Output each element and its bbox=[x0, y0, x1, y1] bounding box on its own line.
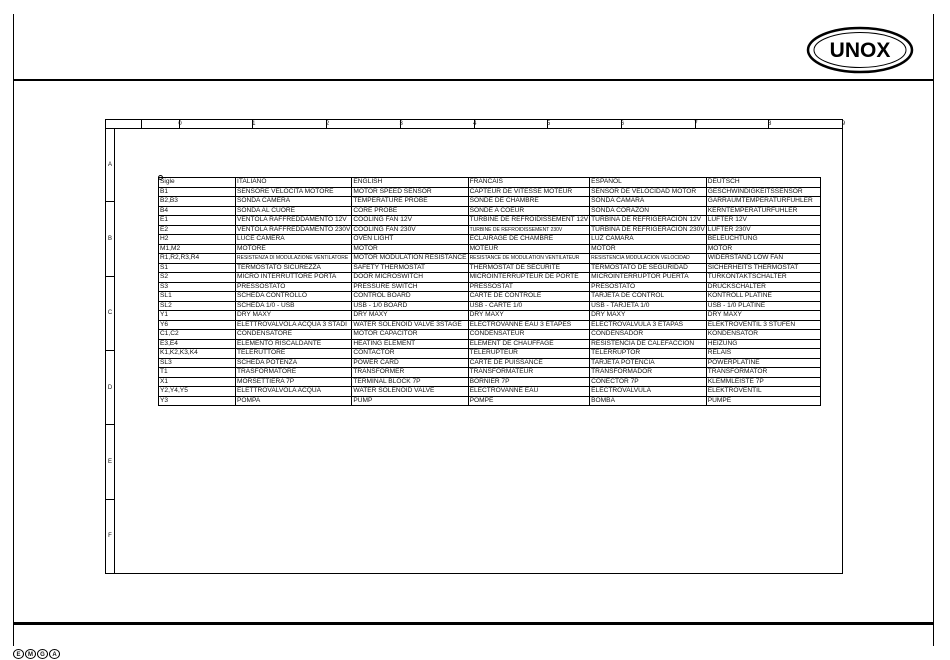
table-cell: S3 bbox=[159, 282, 236, 292]
table-row bbox=[159, 225, 821, 235]
table-cell: VENTOLA RAFFREDDAMENTO 230V bbox=[237, 225, 351, 233]
table-cell: R1,R2,R3,R4 bbox=[159, 254, 236, 264]
row-label: C bbox=[106, 277, 114, 351]
table-cell: SONDA AL CUORE bbox=[236, 206, 352, 216]
table-cell: TURBINA DE REFRIGERACION 230V bbox=[591, 225, 705, 233]
table-cell: TURBINE DE REFROIDISSEMENT 230V bbox=[468, 225, 590, 235]
table-cell: TERMOSTATO SICUREZZA bbox=[236, 263, 352, 273]
cert-mark: G bbox=[37, 649, 48, 659]
col-label: 2 bbox=[325, 121, 330, 127]
table-row bbox=[159, 320, 821, 330]
table-row bbox=[159, 187, 821, 197]
table-cell: ELEMENTO RISCALDANTE bbox=[236, 339, 352, 349]
table-cell: KLEMMLEISTE 7P bbox=[706, 377, 820, 387]
table-cell: DOOR MICROSWITCH bbox=[352, 273, 468, 283]
table-cell: TARJETA POTENCIA bbox=[590, 358, 707, 368]
table-cell: Y3 bbox=[159, 396, 236, 406]
table-cell: BOMBA bbox=[590, 396, 707, 406]
table-cell: K1,K2,K3,K4 bbox=[159, 349, 236, 359]
table-cell: M1,M2 bbox=[159, 244, 236, 254]
table-cell: TRANSFORMADOR bbox=[590, 368, 707, 378]
table-cell: TRANSFORMATEUR bbox=[468, 368, 590, 378]
table-cell: SENSORE VELOCITA MOTORE bbox=[236, 187, 352, 197]
table-cell: CONECTOR 7P bbox=[590, 377, 707, 387]
table-cell: PRESSOSTATO bbox=[236, 282, 352, 292]
table-cell: ELECTROVALVULA bbox=[590, 387, 707, 397]
drawing-sheet bbox=[105, 119, 846, 574]
header-spanish: ESPAÑOL bbox=[590, 178, 707, 188]
table-cell: RELAIS bbox=[706, 349, 820, 359]
header-italian: ITALIANO bbox=[236, 178, 352, 188]
header-german: DEUTSCH bbox=[706, 178, 820, 188]
table-cell: WIDERSTAND LOW FAN bbox=[706, 254, 820, 264]
table-cell: PRESÓSTATO bbox=[590, 282, 707, 292]
unox-logo bbox=[806, 26, 914, 74]
table-cell: USB - TARJETA 1/0 bbox=[590, 301, 707, 311]
table-cell: X1 bbox=[159, 377, 236, 387]
table-cell: SONDA CAMERA bbox=[236, 197, 352, 207]
table-cell: DRY MAXY bbox=[590, 311, 707, 321]
table-cell: MOTOR CAPACITOR bbox=[352, 330, 468, 340]
column-ruler bbox=[106, 120, 846, 129]
row-label: A bbox=[106, 128, 114, 202]
table-cell: CORE PROBE bbox=[352, 206, 468, 216]
table-row bbox=[159, 377, 821, 387]
table-cell: DRY MAXY bbox=[352, 311, 468, 321]
table-cell: SCHEDA 1/0 - USB bbox=[236, 301, 352, 311]
table-cell: KERNTEMPERATURFUHLER bbox=[706, 206, 820, 216]
table-cell: TARJETA DE CONTROL bbox=[590, 292, 707, 302]
table-cell: ELEKTROVENTIL 3 STUFEN bbox=[706, 320, 820, 330]
table-cell: HEIZUNG bbox=[706, 339, 820, 349]
table-cell: MOTOR SPEED SENSOR bbox=[352, 187, 468, 197]
table-cell: POMPE bbox=[468, 396, 590, 406]
logo-text: UNOX bbox=[829, 39, 891, 62]
table-cell: DRY MAXY bbox=[468, 311, 590, 321]
col-label: 5 bbox=[546, 121, 551, 127]
table-cell: SONDE DE CHAMBRE bbox=[468, 197, 590, 207]
col-label: 3 bbox=[399, 121, 403, 127]
table-cell: GESCHWINDIGKEITSSENSOR bbox=[706, 187, 820, 197]
table-cell: PRESSURE SWITCH bbox=[352, 282, 468, 292]
col-label: 4 bbox=[473, 121, 477, 127]
table-cell: CONTROL BOARD bbox=[352, 292, 468, 302]
component-legend-table bbox=[158, 177, 821, 406]
table-cell: SCHEDA CONTROLLO bbox=[236, 292, 352, 302]
table-cell: DRY MAXY bbox=[706, 311, 820, 321]
table-cell: CARTE DE PUISSANCE bbox=[468, 358, 590, 368]
cert-mark: A bbox=[49, 649, 60, 659]
row-label: B bbox=[106, 202, 114, 276]
table-cell: B2,B3 bbox=[159, 197, 236, 207]
table-cell: PRESSOSTAT bbox=[468, 282, 590, 292]
table-cell: MOTOR bbox=[590, 244, 707, 254]
table-cell: OVEN LIGHT bbox=[352, 235, 468, 245]
table-cell: B1 bbox=[159, 187, 236, 197]
table-cell: TURKONTAKTSCHALTER bbox=[706, 273, 820, 283]
col-label: 1 bbox=[252, 121, 256, 127]
table-row bbox=[159, 311, 821, 321]
header-french: FRANCAIS bbox=[468, 178, 590, 188]
table-cell: MOTEUR bbox=[468, 244, 590, 254]
table-row bbox=[159, 292, 821, 302]
table-cell: Y2,Y4,Y5 bbox=[159, 387, 236, 397]
table-cell: CONDENSATEUR bbox=[468, 330, 590, 340]
table-cell: SAFETY THERMOSTAT bbox=[352, 263, 468, 273]
table-cell: ELEKTROVENTIL bbox=[706, 387, 820, 397]
table-header-row bbox=[159, 178, 821, 188]
table-cell: VENTOLA RAFFREDDAMENTO 12V bbox=[236, 216, 352, 226]
table-cell: SENSOR DE VELOCIDAD MOTOR bbox=[590, 187, 707, 197]
col-label: 8 bbox=[767, 121, 772, 127]
table-cell: WATER SOLENOID VALVE bbox=[352, 387, 468, 397]
table-cell: MOTOR bbox=[352, 244, 468, 254]
col-label: 6 bbox=[620, 121, 624, 127]
table-cell: B4 bbox=[159, 206, 236, 216]
table-cell: POWERPLATINE bbox=[706, 358, 820, 368]
table-cell: LÜFTER 230V bbox=[706, 225, 820, 235]
table-row bbox=[159, 273, 821, 283]
table-cell: CONDENSATORE bbox=[236, 330, 352, 340]
table-cell: THERMOSTAT DE SECURITE bbox=[468, 263, 590, 273]
table-row bbox=[159, 235, 821, 245]
row-label: E bbox=[106, 425, 114, 499]
table-cell: MOTOR bbox=[706, 244, 820, 254]
table-cell: COOLING FAN 12V bbox=[352, 216, 468, 226]
table-body bbox=[159, 187, 821, 406]
table-cell: BORNIER 7P bbox=[468, 377, 590, 387]
table-row bbox=[159, 263, 821, 273]
table-cell: T1 bbox=[159, 368, 236, 378]
table-cell: S2 bbox=[159, 273, 236, 283]
table-cell: CONDENSADOR bbox=[590, 330, 707, 340]
row-ruler bbox=[106, 128, 115, 573]
table-cell: MICRO INTERRUTTORE PORTA bbox=[236, 273, 352, 283]
table-row bbox=[159, 358, 821, 368]
table-cell: ELECTROVANNE EAU bbox=[468, 387, 590, 397]
table-cell: MOTORE bbox=[236, 244, 352, 254]
table-cell: SL1 bbox=[159, 292, 236, 302]
table-cell: RESISTENCIA MODULACION VELOCIDAD bbox=[590, 254, 707, 264]
table-cell: CAPTEUR DE VITESSE MOTEUR bbox=[468, 187, 590, 197]
table-cell: GARRAUMTEMPERATURFUHLER bbox=[706, 197, 820, 207]
col-label: 0 bbox=[178, 121, 182, 127]
table-cell: MICROINTERRUPTOR PUERTA bbox=[590, 273, 707, 283]
table-cell: ELEMENT DE CHAUFFAGE bbox=[468, 339, 590, 349]
table-cell: LUZ CAMARA bbox=[590, 235, 707, 245]
table-cell: KONDENSATOR bbox=[706, 330, 820, 340]
table-cell: POWER CARD bbox=[352, 358, 468, 368]
table-cell: C1,C2 bbox=[159, 330, 236, 340]
table-row bbox=[159, 330, 821, 340]
table-row bbox=[159, 197, 821, 207]
table-cell: Y1 bbox=[159, 311, 236, 321]
table-row bbox=[159, 396, 821, 406]
table-cell: S1 bbox=[159, 263, 236, 273]
table-cell: TELERUTTORE bbox=[236, 349, 352, 359]
table-cell: HEATING ELEMENT bbox=[352, 339, 468, 349]
table-cell: DRUCKSCHALTER bbox=[706, 282, 820, 292]
table-cell: ELETTROVALVOLA ACQUA bbox=[236, 387, 352, 397]
table-cell: SONDE A COEUR bbox=[468, 206, 590, 216]
table-cell: PUMPE bbox=[706, 396, 820, 406]
table-row bbox=[159, 368, 821, 378]
table-cell: SL3 bbox=[159, 358, 236, 368]
table-row bbox=[159, 254, 821, 264]
header-code: Sigle bbox=[159, 178, 236, 188]
table-cell: LÜFTER 12V bbox=[706, 216, 820, 226]
table-cell: TELERUPTEUR bbox=[468, 349, 590, 359]
table-cell: LUCE CAMERA bbox=[236, 235, 352, 245]
col-label: 7 bbox=[694, 121, 698, 127]
table-row bbox=[159, 339, 821, 349]
table-cell: CARTE DE CONTROLE bbox=[468, 292, 590, 302]
table-cell: ECLAIRAGE DE CHAMBRE bbox=[468, 235, 590, 245]
table-cell: RESISTANCE DE MODULATION VENTILATEUR bbox=[468, 254, 590, 264]
table-row bbox=[159, 387, 821, 397]
table-cell: USB - 1/0 BOARD bbox=[352, 301, 468, 311]
table-cell: SL2 bbox=[159, 301, 236, 311]
table-cell: ELETTROVALVOLA ACQUA 3 STADI bbox=[236, 320, 352, 330]
table-cell: SICHERHEITS THERMOSTAT bbox=[706, 263, 820, 273]
table-cell: COOLING FAN 230V bbox=[352, 225, 468, 235]
table-cell: TEMPERATURE PROBE bbox=[352, 197, 468, 207]
table-cell: TERMINAL BLOCK 7P bbox=[352, 377, 468, 387]
table-cell: TURBINE DE REFROIDISSEMENT 12V bbox=[469, 216, 589, 223]
table-cell: E3,E4 bbox=[159, 339, 236, 349]
table-cell: USB - CARTE 1/0 bbox=[468, 301, 590, 311]
table-row bbox=[159, 282, 821, 292]
table-cell: TELERRUPTOR bbox=[590, 349, 707, 359]
table-row bbox=[159, 216, 821, 226]
table-cell: WATER SOLENOID VALVE 3STAGE bbox=[352, 320, 468, 330]
table-cell: E2 bbox=[159, 225, 236, 235]
table-cell: MICROINTERRUPTEUR DE PORTE bbox=[468, 273, 590, 283]
cert-mark: E bbox=[13, 649, 24, 659]
table-cell: MOTOR MODULATION RESISTANCE bbox=[353, 254, 467, 261]
table-cell: RESISTENZA DI MODULAZIONE VENTILATORE bbox=[236, 254, 352, 264]
table-cell: POMPA bbox=[236, 396, 352, 406]
header-rule bbox=[13, 79, 934, 81]
table-cell: SONDA CAMARA bbox=[590, 197, 707, 207]
table-cell: MORSETTIERA 7P bbox=[236, 377, 352, 387]
table-cell: TRANSFORMATOR bbox=[706, 368, 820, 378]
table-cell: E1 bbox=[159, 216, 236, 226]
table-cell: TRASFORMATORE bbox=[236, 368, 352, 378]
table-cell: DRY MAXY bbox=[236, 311, 352, 321]
table-cell: KONTROLL PLATINE bbox=[706, 292, 820, 302]
table-row bbox=[159, 349, 821, 359]
table-cell: H2 bbox=[159, 235, 236, 245]
table-cell: TERMOSTATO DE SEGURIDAD bbox=[590, 263, 707, 273]
certification-marks bbox=[13, 649, 60, 660]
footer-rule bbox=[13, 622, 934, 625]
table-cell: TURBINA DE REFRIGERACION 12V bbox=[590, 216, 707, 226]
table-cell: TRANSFORMER bbox=[352, 368, 468, 378]
header-english: ENGLISH bbox=[352, 178, 468, 188]
table-cell: RESISTENCIA DE CALEFACCIÓN bbox=[590, 339, 707, 349]
table-cell: ELECTROVALVULA 3 ETAPAS bbox=[590, 320, 707, 330]
cert-mark: M bbox=[25, 649, 36, 659]
table-row bbox=[159, 206, 821, 216]
col-label: 9 bbox=[841, 121, 846, 127]
row-label: F bbox=[108, 533, 112, 540]
row-label: D bbox=[106, 351, 114, 425]
table-cell: ELECTROVANNE EAU 3 ÉTAPES bbox=[468, 320, 590, 330]
table-cell: CONTACTOR bbox=[352, 349, 468, 359]
table-row bbox=[159, 301, 821, 311]
table-cell: Y6 bbox=[159, 320, 236, 330]
table-cell: SCHEDA POTENZA bbox=[236, 358, 352, 368]
table-cell: BELEUCHTUNG bbox=[706, 235, 820, 245]
table-cell: PUMP bbox=[352, 396, 468, 406]
table-cell: SONDA CORAZON bbox=[590, 206, 707, 216]
table-cell: USB - 1/0 PLATINE bbox=[706, 301, 820, 311]
table-row bbox=[159, 244, 821, 254]
